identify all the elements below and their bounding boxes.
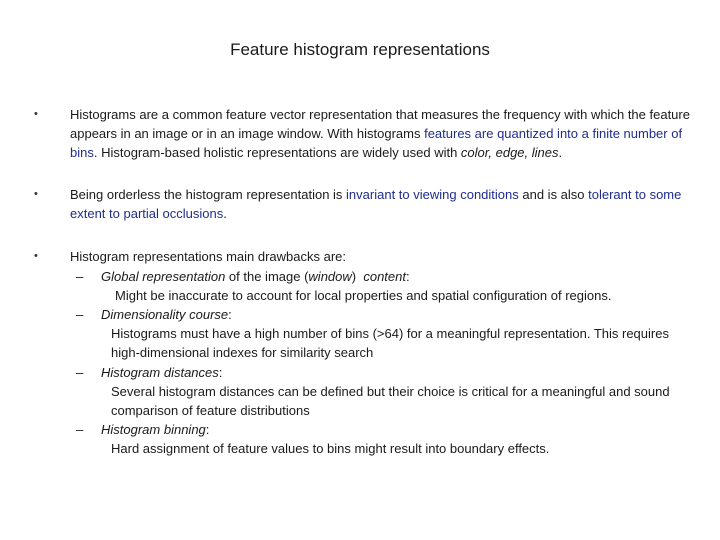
slide-title: Feature histogram representations xyxy=(230,40,490,59)
highlight-text: invariant to viewing conditions xyxy=(346,187,519,202)
bullet-text xyxy=(70,105,695,162)
italic-text: Global representation xyxy=(101,269,226,284)
sub-item-histogram-distances xyxy=(0,363,720,423)
bullet-text xyxy=(70,185,695,223)
text-run: : xyxy=(205,422,210,437)
sub-item-global-representation xyxy=(0,267,720,307)
bullet-dot-icon: • xyxy=(34,188,38,200)
bullet-dot-icon: • xyxy=(34,250,38,262)
dash-marker: – xyxy=(76,269,84,284)
highlight-text: features are quantized into a finite number of bins xyxy=(70,126,683,160)
text-run: Histograms are a common feature vector representation that measures the frequency with which the feature appears in an image or in an image window. With histograms xyxy=(70,107,690,141)
sub-item-dimensionality xyxy=(0,305,720,365)
text-run: of the image ( xyxy=(225,269,309,284)
bullet-dot-icon: • xyxy=(34,108,38,120)
text-run: : xyxy=(218,365,223,380)
text-run: . Histogram-based holistic representations are widely used with xyxy=(93,145,461,160)
text-run: . xyxy=(558,145,563,160)
italic-text: window xyxy=(308,269,352,284)
sub-item-body: Might be inaccurate to account for local properties and spatial configuration of regions. xyxy=(115,288,612,303)
italic-text: content xyxy=(363,269,406,284)
text-run: Being orderless the histogram representation is xyxy=(70,187,347,202)
italic-text: color, edge, lines xyxy=(460,145,559,160)
italic-text: Histogram distances xyxy=(101,365,219,380)
italic-text: Dimensionality course xyxy=(101,307,229,322)
dash-marker: – xyxy=(76,365,84,380)
text-run: and is also xyxy=(518,187,589,202)
text-run: ) xyxy=(351,269,364,284)
text-run: : xyxy=(406,269,410,284)
sub-item-body: Several histogram distances can be defined but their choice is critical for a meaningful and sound comparison of feature distributions xyxy=(111,384,670,418)
italic-text: Histogram binning xyxy=(101,422,206,437)
text-run: : xyxy=(228,307,232,322)
sub-item-heading xyxy=(101,267,410,286)
dash-marker: – xyxy=(76,307,84,322)
sub-item-heading xyxy=(101,363,222,382)
sub-item-heading xyxy=(101,305,232,324)
sub-item-body: Hard assignment of feature values to bins might result into boundary effects. xyxy=(111,441,550,456)
sub-item-body: Histograms must have a high number of bins (>64) for a meaningful representation. This requires high-dimensional indexes for similarity search xyxy=(111,326,669,360)
highlight-text: tolerant to some extent to partial occlusions xyxy=(70,187,682,221)
bullet-text: Histogram representations main drawbacks are: xyxy=(70,249,347,264)
dash-marker: – xyxy=(76,422,84,437)
sub-item-histogram-binning xyxy=(0,420,720,460)
sub-item-heading xyxy=(101,420,209,439)
text-run: . xyxy=(223,206,227,221)
